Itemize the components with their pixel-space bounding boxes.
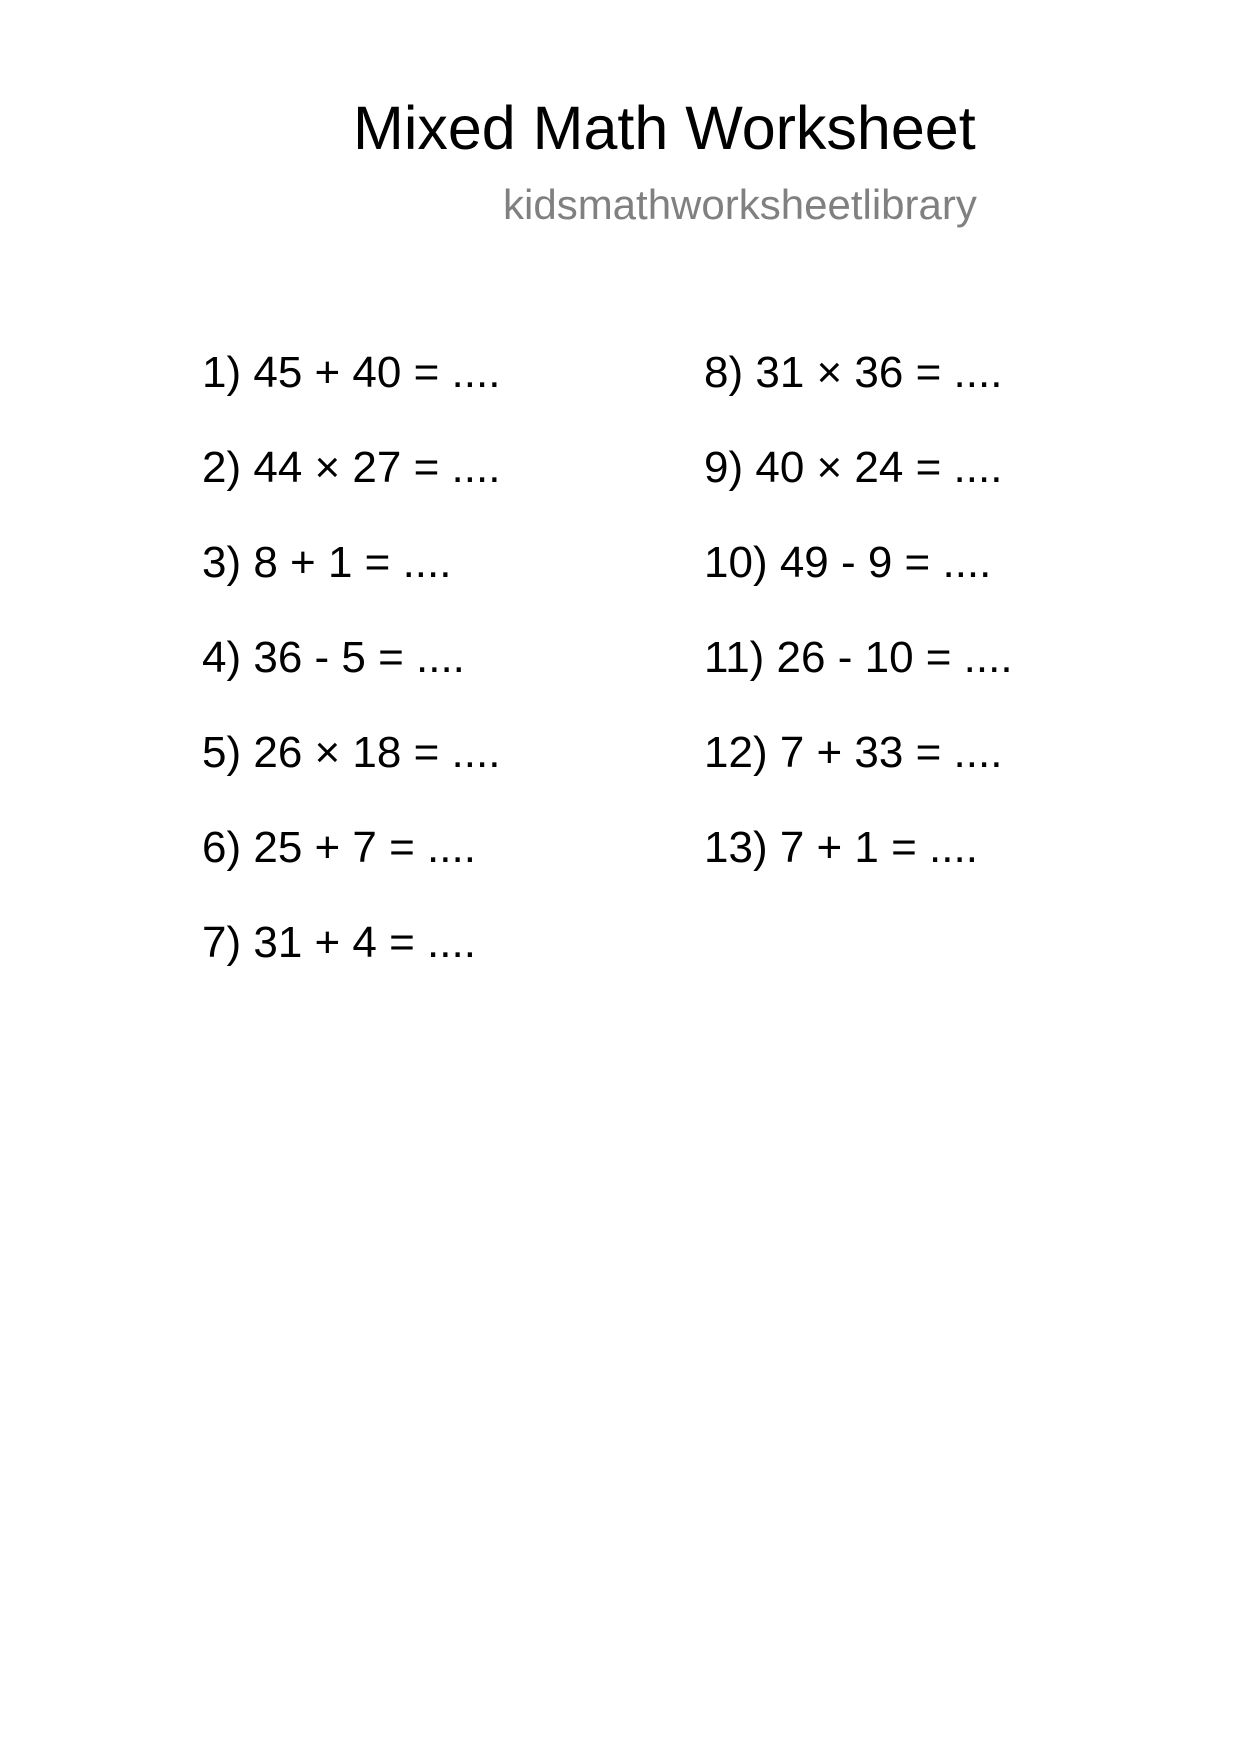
- problem-11: 11) 26 - 10 = ....: [704, 633, 1013, 682]
- problem-6: 6) 25 + 7 = ....: [202, 823, 476, 872]
- problem-1: 1) 45 + 40 = ....: [202, 348, 501, 397]
- problem-5: 5) 26 × 18 = ....: [202, 728, 501, 777]
- problem-column-right: [704, 348, 1013, 921]
- problem-9: 9) 40 × 24 = ....: [704, 443, 1003, 492]
- problem-2: 2) 44 × 27 = ....: [202, 443, 501, 492]
- problem-column-left: [202, 348, 501, 1016]
- worksheet-title: Mixed Math Worksheet: [353, 94, 976, 162]
- problem-13: 13) 7 + 1 = ....: [704, 823, 978, 872]
- problem-8: 8) 31 × 36 = ....: [704, 348, 1003, 397]
- problem-3: 3) 8 + 1 = ....: [202, 538, 452, 587]
- worksheet-source: kidsmathworksheetlibrary: [503, 181, 977, 228]
- problem-4: 4) 36 - 5 = ....: [202, 633, 465, 682]
- problem-12: 12) 7 + 33 = ....: [704, 728, 1003, 777]
- problem-7: 7) 31 + 4 = ....: [202, 918, 476, 967]
- problem-10: 10) 49 - 9 = ....: [704, 538, 992, 587]
